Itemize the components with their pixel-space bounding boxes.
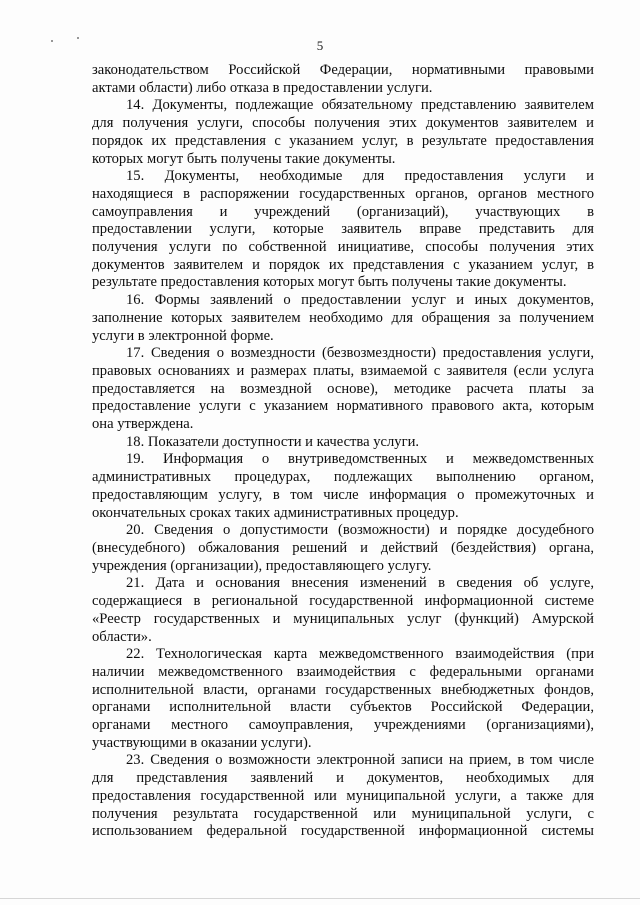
paragraph-p20: [92, 522, 594, 575]
text-line: услуги в электронной форме.: [92, 327, 274, 344]
text-line: окончательных сроках таких административных процедур.: [92, 504, 459, 521]
paragraph-p14: [92, 97, 594, 168]
text-line: предоставляющим услугу, в том числе информация о промежуточных и: [92, 486, 594, 503]
text-line: органами местного самоуправления, учреждениями (организациями),: [92, 717, 594, 734]
document-body: [92, 62, 594, 841]
text-line: предоставлении услуги, которые заявитель вправе представить для: [92, 221, 594, 238]
text-line: получения услуги по собственной инициативе, способы получения этих: [92, 239, 594, 256]
text-line: которых могут быть получены такие документы.: [92, 150, 396, 167]
text-line: порядок их представления с указанием услуг, в результате предоставления: [92, 132, 594, 149]
text-line: для получения услуги, способы получения этих документов заявителем и: [92, 115, 594, 132]
text-line: «Реестр государственных и муниципальных услуг (функций) Амурской: [92, 610, 594, 627]
text-line: 19. Информация о внутриведомственных и межведомственных: [126, 451, 594, 468]
text-line: предоставление услуги с указанием нормативного правового акта, которым: [92, 398, 594, 415]
paragraph-p16: [92, 292, 594, 345]
text-line: участвующими в оказании услуги).: [92, 734, 312, 751]
text-line: самоуправления и учреждений (организаций), участвующих в: [92, 203, 594, 220]
text-line: органами исполнительной власти субъектов Российской Федерации,: [92, 699, 594, 716]
text-line: законодательством Российской Федерации, нормативными правовыми: [92, 62, 594, 78]
text-line: административных процедурах, подлежащих выполнению органом,: [92, 469, 594, 486]
text-line: 17. Сведения о возмездности (безвозмездности) предоставления услуги,: [126, 345, 594, 362]
text-line: она утверждена.: [92, 416, 194, 433]
text-line: документов заявителем и порядок их представления с указанием услуг, в: [92, 256, 594, 273]
paragraph-p18: [92, 434, 594, 452]
text-line: области».: [92, 628, 152, 645]
paragraph-p15: [92, 168, 594, 292]
text-line: получения результата государственной или муниципальной услуги, с: [92, 805, 594, 822]
page-number: 5: [316, 38, 324, 53]
text-line: наличии межведомственного взаимодействия с федеральными органами: [92, 663, 594, 680]
text-line: 23. Сведения о возможности электронной записи на прием, в том числе: [126, 752, 594, 769]
paragraph-p17: [92, 345, 594, 434]
text-line: предоставления государственной или муниципальной услуги, а также для: [92, 787, 594, 804]
text-line: находящиеся в распоряжении государственных органов, органов местного: [92, 185, 594, 202]
text-line: 20. Сведения о допустимости (возможности) и порядке досудебного: [126, 522, 594, 539]
text-line: 18. Показатели доступности и качества услуги.: [126, 433, 420, 450]
text-line: результате предоставления которых могут быть получены такие документы.: [92, 274, 567, 291]
text-line: учреждения (организации), предоставляющего услугу.: [92, 557, 432, 574]
text-line: заполнение которых заявителем необходимо для обращения за получением: [92, 309, 594, 326]
text-line: 15. Документы, необходимые для предоставления услуги и: [126, 168, 594, 185]
text-line: 16. Формы заявлений о предоставлении услуг и иных документов,: [126, 292, 594, 309]
text-line: актами области) либо отказа в предоставлении услуги.: [92, 79, 433, 96]
text-line: 21. Дата и основания внесения изменений в сведения об услуге,: [126, 575, 594, 592]
page-bottom-edge: [0, 898, 640, 899]
text-line: 14. Документы, подлежащие обязательному представлению заявителем: [126, 97, 594, 114]
paragraph-p21: [92, 575, 594, 646]
text-line: исполнительной власти, органами государственных внебюджетных фондов,: [92, 681, 594, 698]
text-line: 22. Технологическая карта межведомственного взаимодействия (при: [126, 646, 594, 663]
text-line: (внесудебного) обжалования решений и действий (бездействия) органа,: [92, 539, 594, 556]
paragraph-p23: [92, 752, 594, 841]
paragraph-p13-cont: [92, 62, 594, 97]
paragraph-p19: [92, 451, 594, 522]
text-line: содержащиеся в региональной государственной информационной системе: [92, 593, 594, 610]
text-line: для представления заявлений и документов, необходимых для: [92, 770, 594, 787]
paragraph-p22: [92, 646, 594, 752]
text-line: предоставляется на возмездной основе), методике расчета платы за: [92, 380, 594, 397]
text-line: правовых основаниях и размерах платы, взимаемой с заявителя (если услуга: [92, 362, 594, 379]
text-line: использованием федеральной государственной информационной системы: [92, 823, 594, 840]
